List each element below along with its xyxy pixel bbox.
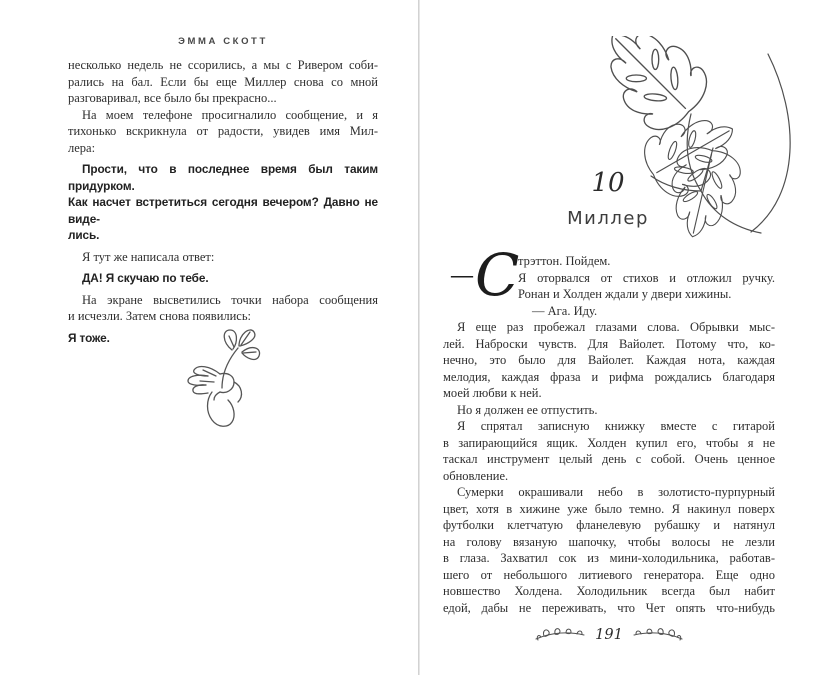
paragraph: [443, 402, 775, 419]
text-line: лись.: [68, 228, 100, 242]
chapter-number: 10: [591, 168, 625, 198]
text-line: тихонько вскрикнула от радости, увидев имя Мил-: [68, 124, 378, 138]
text-line: несколько недель не ссорились, а мы с Ривером соби-: [68, 58, 378, 72]
right-text-block: [443, 241, 775, 616]
text-line: Как насчет встретиться сегодня вечером? Давно не виде-: [68, 195, 378, 226]
text-line: На экране высветились точки набора сообщения: [82, 292, 378, 307]
text-line: ДА! Я скучаю по тебе.: [82, 271, 209, 285]
flourish-right-icon: [632, 626, 684, 644]
paragraph: [68, 249, 378, 266]
text-line: в запирающийся ящик. Холден купил его, чтобы я не: [443, 435, 775, 450]
running-header: ЭММА СКОТТ: [178, 36, 268, 47]
text-line: Я еще раз пробежал глазами слова. Обрывки мыс-: [457, 320, 775, 334]
paragraph: [68, 57, 378, 107]
text-line: Я тут же написала ответ:: [82, 249, 215, 264]
text-line: На моем телефоне просигналило сообщение, и я: [82, 107, 378, 122]
text-line: Но я должен ее отпустить.: [457, 402, 598, 417]
paragraph: [443, 484, 775, 616]
paragraph: [68, 107, 378, 157]
text-line: таскал инструмент целый день с собой. Очень ценное: [443, 452, 775, 466]
text-line: футболки клетчатую фланелевую рубашку и натянул: [443, 518, 775, 532]
text-line: трэттон. Пойдем.: [518, 254, 611, 268]
text-line: лера:: [68, 140, 96, 155]
hand-sprig-illustration: [176, 324, 271, 434]
text-line: цвет, хотя в хижине уже было темно. Я накинул поверх: [443, 501, 775, 516]
text-line: Прости, что в последнее время был таким придурком.: [68, 162, 378, 193]
dialogue-dash: —: [451, 262, 473, 287]
drop-cap-letter: С: [475, 241, 520, 309]
text-line: Ронан и Холден ждали у двери хижины.: [518, 287, 732, 301]
text-line: Я тоже.: [68, 330, 110, 345]
text-line: и исчезли. Затем снова появились:: [68, 309, 252, 323]
text-line: обновление.: [443, 468, 509, 483]
chapter-title: Миллер: [567, 208, 649, 229]
text-line: — Ага. Иду.: [532, 303, 598, 318]
right-page: [420, 0, 820, 675]
text-line: Я оторвался от стихов и отложил ручку.: [518, 270, 775, 285]
text-line: нечно, это было для Вайолет. Каждая нота, каждая: [443, 353, 775, 367]
message-paragraph: [68, 161, 378, 244]
text-line: новшество Холдена. Холодильник всегда был набит: [443, 584, 775, 598]
text-line: мелодия, каждая фраза и рифма рождались благодаря: [443, 369, 775, 384]
text-line: моей любви к ней.: [443, 386, 542, 400]
text-line: Сумерки окрашивали небо в золотисто-пурпурный: [457, 485, 775, 499]
text-line: едой, дабы не переживать, что Чет опять что-нибудь: [443, 600, 775, 615]
dropcap-paragraph: [443, 241, 775, 309]
text-line: рались на бал. Если бы еще Миллер снова со мной: [68, 74, 378, 89]
paragraph: [443, 418, 775, 484]
paragraph: [443, 319, 775, 402]
text-line: Я спрятал записную книжку вместе с гитарой: [457, 419, 775, 433]
left-text-block: [68, 57, 378, 346]
page-footer: [443, 626, 775, 644]
text-line: на голову вязаную шапочку, чтобы волосы не лезли: [443, 534, 775, 549]
drop-cap: [443, 241, 520, 309]
page-number: 191: [595, 627, 623, 643]
text-line: в глаза. Захватил сок из мини-холодильника, работав-: [443, 551, 775, 565]
text-line: шего от небольшого литиевого генератора. Еще одно: [443, 567, 775, 582]
text-line: лей. Наброски чувств. Для Вайолет. Потому что, ко-: [443, 336, 775, 351]
paragraph: [68, 292, 378, 325]
text-line: разговаривал, все было бы прекрасно...: [68, 91, 277, 105]
flourish-left-icon: [534, 626, 586, 644]
message-paragraph: [68, 270, 378, 287]
